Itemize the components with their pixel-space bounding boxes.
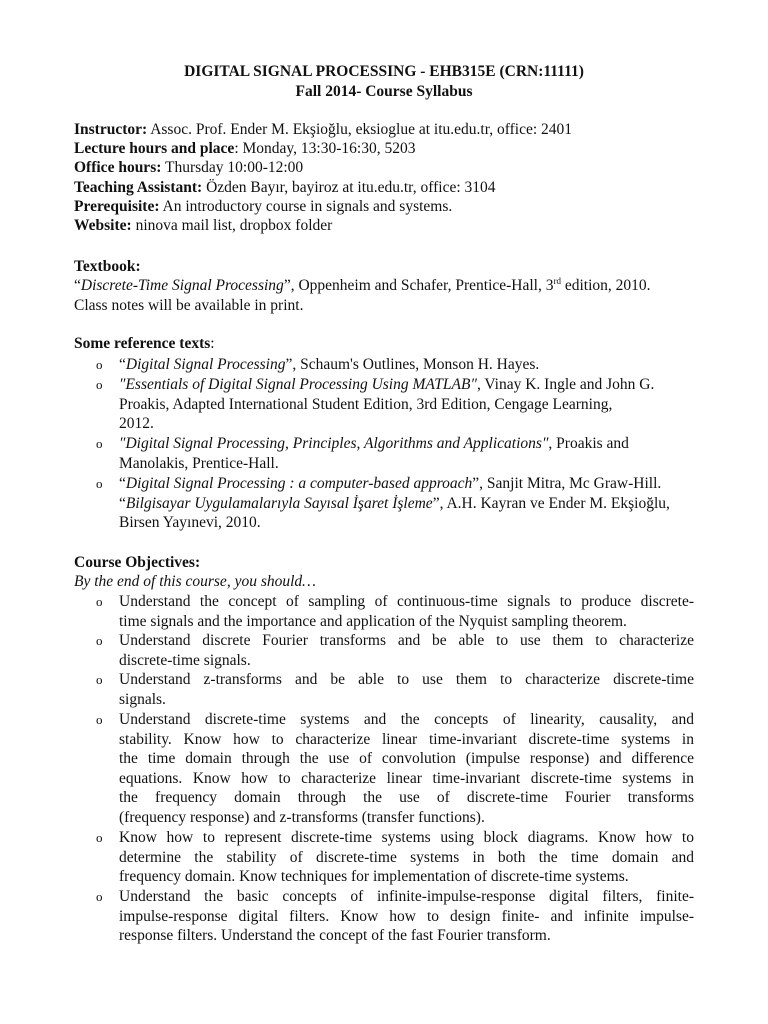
reference-item: “Digital Signal Processing : a computer-based approach”, Sanjit Mitra, Mc Graw-Hill. “Bilgisayar Uygulamalarıyla Sayısal İşaret İşleme”, A.H. Kayran ve Ender M. Ekşioğlu, Birsen Yayınevi, 2010. <box>119 475 670 531</box>
reference-item: “Digital Signal Processing”, Schaum's Outlines, Monson H. Hayes. <box>119 356 540 373</box>
references-heading: Some reference texts: <box>74 335 215 352</box>
teaching-assistant-line <box>74 178 496 198</box>
website-value: ninova mail list, dropbox folder <box>131 217 333 234</box>
teaching-assistant-value: Özden Bayır, bayiroz at itu.edu.tr, office: 3104 <box>202 179 496 196</box>
instructor-label: Instructor: <box>74 121 148 138</box>
objective-item: Understand the basic concepts of infinite-impulse-response digital filters, finite- impulse-response digital filters. Know how to design finite- and infinite impulse- response filters. Understand the concept of the fast Fourier transform. <box>119 888 694 944</box>
objective-item: Know how to represent discrete-time systems using block diagrams. Know how to determine the stability of discrete-time systems in both the time domain and frequency domain. Know techniques for implementation of discrete-time systems. <box>119 829 694 885</box>
reference-bullet: o <box>96 436 103 451</box>
objective-item: Understand discrete Fourier transforms and be able to use them to characterize discrete-time signals. <box>119 632 694 669</box>
objectives-intro: By the end of this course, you should… <box>74 573 316 590</box>
reference-bullet: o <box>96 476 103 491</box>
prerequisite-label: Prerequisite: <box>74 198 160 215</box>
textbook-citation: “Discrete-Time Signal Processing”, Oppenheim and Schafer, Prentice-Hall, 3rd edition, 2010. <box>74 275 651 294</box>
textbook-title: Discrete-Time Signal Processing <box>80 277 284 294</box>
objective-bullet: o <box>96 633 103 648</box>
objective-bullet: o <box>96 889 103 904</box>
office-hours-label: Office hours: <box>74 159 162 176</box>
reference-bullet: o <box>96 377 103 392</box>
reference-bullet: o <box>96 357 103 372</box>
lecture-value: : Monday, 13:30-16:30, 5203 <box>234 140 416 157</box>
lecture-label: Lecture hours and place <box>74 140 235 157</box>
office-hours-value: Thursday 10:00-12:00 <box>161 159 304 176</box>
objective-bullet: o <box>96 712 103 727</box>
objectives-heading: Course Objectives: <box>74 554 201 571</box>
instructor-value: Assoc. Prof. Ender M. Ekşioğlu, eksioglue at itu.edu.tr, office: 2401 <box>147 121 573 138</box>
prerequisite-line <box>74 197 452 217</box>
objective-bullet: o <box>96 830 103 845</box>
office-hours-line <box>74 158 303 178</box>
textbook-note: Class notes will be available in print. <box>74 297 304 314</box>
teaching-assistant-label: Teaching Assistant: <box>74 179 203 196</box>
reference-item: ″Essentials of Digital Signal Processing Using MATLAB″, Vinay K. Ingle and John G. Proakis, Adapted International Student Edition, 3rd Edition, Cengage Learning, 2012. <box>119 376 655 432</box>
reference-item: ″Digital Signal Processing, Principles, Algorithms and Applications″, Proakis and Manolakis, Prentice-Hall. <box>119 435 629 472</box>
document-subtitle: Fall 2014- Course Syllabus <box>295 83 473 100</box>
textbook-heading: Textbook: <box>74 258 141 275</box>
objective-bullet: o <box>96 594 103 609</box>
lecture-line <box>74 139 415 159</box>
website-line <box>74 216 332 236</box>
objective-bullet: o <box>96 672 103 687</box>
objective-item: Understand z-transforms and be able to use them to characterize discrete-time signals. <box>119 671 694 708</box>
website-label: Website: <box>74 217 132 234</box>
objective-item: Understand discrete-time systems and the concepts of linearity, causality, and stability. Know how to characterize linear time-invariant discrete-time systems in the time domain through the use of convolution (impulse response) and difference equations. Know how to characterize linear time-invariant discrete-time systems in the frequency domain through the use of discrete-time Fourier transforms (frequency response) and z-transforms (transfer functions). <box>119 711 694 826</box>
prerequisite-value: An introductory course in signals and systems. <box>159 198 453 215</box>
objective-item: Understand the concept of sampling of continuous-time signals to produce discrete- time signals and the importance and application of the Nyquist sampling theorem. <box>119 593 694 630</box>
instructor-line <box>74 120 572 140</box>
document-title: DIGITAL SIGNAL PROCESSING - EHB315E (CRN:11111) <box>184 63 584 80</box>
